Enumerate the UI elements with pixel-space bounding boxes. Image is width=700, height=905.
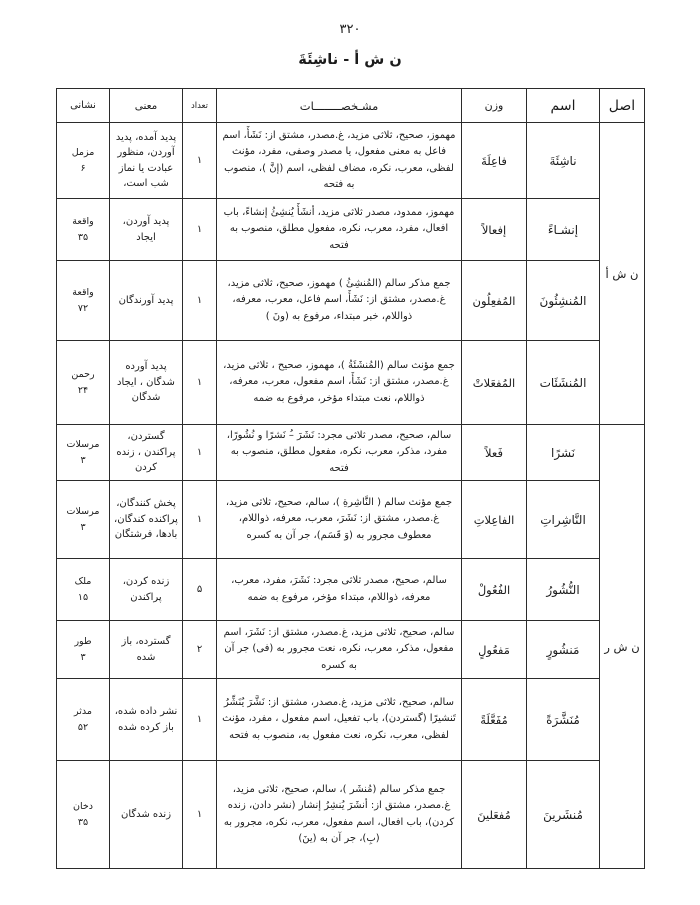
count-cell: ۲ <box>183 621 217 679</box>
count-cell: ۱ <box>183 199 217 261</box>
noun-cell: مُنشَرینَ <box>527 761 600 869</box>
pattern-cell: مُفَعَّلَةً <box>462 679 527 761</box>
meaning-cell: نشر داده شده، باز کرده شده <box>110 679 183 761</box>
pattern-cell: إفعالاً <box>462 199 527 261</box>
word-analysis-table <box>56 88 645 869</box>
table-row <box>57 425 645 481</box>
header-root: اصل <box>600 89 645 123</box>
reference-sura: دخان <box>73 801 93 813</box>
characteristics-cell: سالم، صحیح، مصدر ثلاثی مجرد: نَشَرَ، مفرد، معرب، معرفه، ذواللام، مبتداء مؤخر، مرفوع به ضمه <box>217 559 462 621</box>
reference-cell <box>57 621 110 679</box>
count-cell: ۱ <box>183 481 217 559</box>
reference-cell <box>57 199 110 261</box>
table-row <box>57 261 645 341</box>
characteristics-cell: سالم، صحیح، ثلاثی مزید، غ.مصدر، مشتق از: نَشَرَ، اسم مفعول، مذکر، معرب، نکره، نعت مجرور به (فی) جر آن به کسره <box>217 621 462 679</box>
characteristics-cell: جمع مذکر سالم (المُنشِئُ ) مهموز، صحیح، ثلاثی مزید، غ.مصدر، مشتق از: نَشَأَ، اسم فاعل، معرب، معرفه، ذواللام، خبر مبتداء، مرفوع به (ونَ ) <box>217 261 462 341</box>
header-count: تعداد <box>183 89 217 123</box>
meaning-cell: گسترده، باز شده <box>110 621 183 679</box>
count-cell: ۱ <box>183 123 217 199</box>
table-row <box>57 679 645 761</box>
reference-verse: ۳۵ <box>77 816 89 828</box>
table-row <box>57 761 645 869</box>
reference-verse: ۷۲ <box>77 302 89 314</box>
table-row <box>57 481 645 559</box>
noun-cell: مَنشُورٍ <box>527 621 600 679</box>
noun-cell: المُنشَئَات <box>527 341 600 425</box>
pattern-cell: مُفعَلینَ <box>462 761 527 869</box>
meaning-cell: گستردن، پراکندن ، زنده کردن <box>110 425 183 481</box>
noun-cell: النَّاشِراتِ <box>527 481 600 559</box>
reference-verse: ۳ <box>80 521 86 533</box>
noun-cell: النُّشُورُ <box>527 559 600 621</box>
table-row <box>57 341 645 425</box>
reference-verse: ۱۵ <box>77 591 89 603</box>
table-row <box>57 123 645 199</box>
pattern-cell: مَفعُولٍ <box>462 621 527 679</box>
reference-verse: ۳ <box>80 651 86 663</box>
reference-sura: مرسلات <box>66 439 100 451</box>
characteristics-cell: مهموز، ممدود، مصدر ثلاثی مزید، أنشَأَ یُنشِئُ إنشاءً، باب افعال، مفرد، معرب، نکره، مفعول مطلق، منصوب به فتحه <box>217 199 462 261</box>
meaning-cell: پدید آوردن، ایجاد <box>110 199 183 261</box>
reference-sura: مزمل <box>71 147 95 159</box>
meaning-cell: زنده شدگان <box>110 761 183 869</box>
reference-sura: رحمن <box>71 369 95 381</box>
page-title: ن ش أ - ناشِئَةَ <box>298 52 402 68</box>
reference-verse: ۵۲ <box>77 721 89 733</box>
reference-cell <box>57 679 110 761</box>
reference-cell <box>57 341 110 425</box>
meaning-cell: پخش کنندگان، پراکنده کندگان، بادها، فرشتگان <box>110 481 183 559</box>
reference-verse: ۳۵ <box>77 231 89 243</box>
header-meaning: معنی <box>110 89 183 123</box>
table-row <box>57 199 645 261</box>
characteristics-cell: جمع مذکر سالم (مُنشَر )، سالم، صحیح، ثلاثی مزید، غ.مصدر، مشتق از: أنشَرَ یُنشِرُ إنشار (نشر دادن، زنده کردن)، باب افعال، اسم مفعول، معرب، نکره، مجرور به (بِ)، جر آن به (ینَ) <box>217 761 462 869</box>
reference-sura: طور <box>74 636 92 648</box>
meaning-cell: پدید آورندگان <box>110 261 183 341</box>
count-cell: ۱ <box>183 761 217 869</box>
reference-verse: ۶ <box>80 162 86 174</box>
reference-cell <box>57 123 110 199</box>
pattern-cell: المُفعِلُون <box>462 261 527 341</box>
reference-cell <box>57 559 110 621</box>
reference-sura: ملک <box>74 576 92 588</box>
reference-cell <box>57 761 110 869</box>
reference-cell <box>57 481 110 559</box>
characteristics-cell: سالم، صحیح، ثلاثی مزید، غ.مصدر، مشتق از: نَشَّرَ یُنَشِّرُ تَنشیرًا (گستردن)، باب تفعیل، اسم مفعول ، مفرد، مؤنث لفظی، معرب، نکره، نعت مفعول به، منصوب به فتحه <box>217 679 462 761</box>
root-cell: ن ش أ <box>600 123 645 425</box>
page-number: ۳۲۰ <box>339 22 361 37</box>
reference-verse: ۳ <box>80 454 86 466</box>
count-cell: ۱ <box>183 679 217 761</box>
characteristics-cell: جمع مؤنث سالم ( النَّاشِرةِ )، سالم، صحیح، ثلاثی مزید، غ.مصدر، مشتق از: نَشَرَ، معرب، معرفه، ذواللام، معطوف مجرور به (وَ قَسَم)، جر آن به کسره <box>217 481 462 559</box>
header-pattern: وزن <box>462 89 527 123</box>
pattern-cell: المُفعَلاتْ <box>462 341 527 425</box>
table-row <box>57 559 645 621</box>
characteristics-cell: سالم، صحیح، مصدر ثلاثی مجرد: نَشَرَ –ُ نَشرًا و نُشُورًا، مفرد، مذکر، معرب، نکره، مفعول مطلق، منصوب به فتحه <box>217 425 462 481</box>
table-row <box>57 621 645 679</box>
count-cell: ۱ <box>183 341 217 425</box>
reference-cell <box>57 261 110 341</box>
count-cell: ۱ <box>183 425 217 481</box>
meaning-cell: پدید آمده، پدید آوردن، منظور عبادت یا نماز شب است، <box>110 123 183 199</box>
noun-cell: نَشرًا <box>527 425 600 481</box>
table-header-row <box>57 89 645 123</box>
meaning-cell: زنده کردن، پراکندن <box>110 559 183 621</box>
header-noun: اسم <box>527 89 600 123</box>
root-cell: ن ش ر <box>600 425 645 869</box>
noun-cell: مُنَشَّرَةً <box>527 679 600 761</box>
characteristics-cell: مهموز، صحیح، ثلاثی مزید، غ.مصدر، مشتق از: نَشَأَ، اسم فاعل به معنی مفعول، یا مصدر وصفی، مفرد، مؤنث لفظی، معرب، نکره، مضاف لفظی، اسم (إنَّ )، منصوب به فتحه <box>217 123 462 199</box>
meaning-cell: پدید آورده شدگان ، ایجاد شدگان <box>110 341 183 425</box>
characteristics-cell: جمع مؤنث سالم (المُنشَئَةُ )، مهموز، صحیح ، ثلاثی مزید، غ.مصدر، مشتق از: نَشَأَ، اسم مفعول، معرب، معرفه، ذواللام، نعت مبتداء مؤخر، مرفوع به ضمه <box>217 341 462 425</box>
pattern-cell: فاعِلَةَ <box>462 123 527 199</box>
count-cell: ۵ <box>183 559 217 621</box>
reference-sura: واقعة <box>72 216 94 228</box>
header-reference: نشانی <box>57 89 110 123</box>
noun-cell: إنشـاءً <box>527 199 600 261</box>
reference-verse: ۲۴ <box>77 384 89 396</box>
reference-sura: مدثر <box>74 706 92 718</box>
pattern-cell: فَعلاً <box>462 425 527 481</box>
pattern-cell: الفاعِلاتِ <box>462 481 527 559</box>
reference-sura: واقعة <box>72 287 94 299</box>
count-cell: ۱ <box>183 261 217 341</box>
pattern-cell: الفُعُولْ <box>462 559 527 621</box>
reference-sura: مرسلات <box>66 506 100 518</box>
noun-cell: المُنشِئُونَ <box>527 261 600 341</box>
header-characteristics: مشـخصــــــــات <box>217 89 462 123</box>
noun-cell: ناشِئَةَ <box>527 123 600 199</box>
reference-cell <box>57 425 110 481</box>
